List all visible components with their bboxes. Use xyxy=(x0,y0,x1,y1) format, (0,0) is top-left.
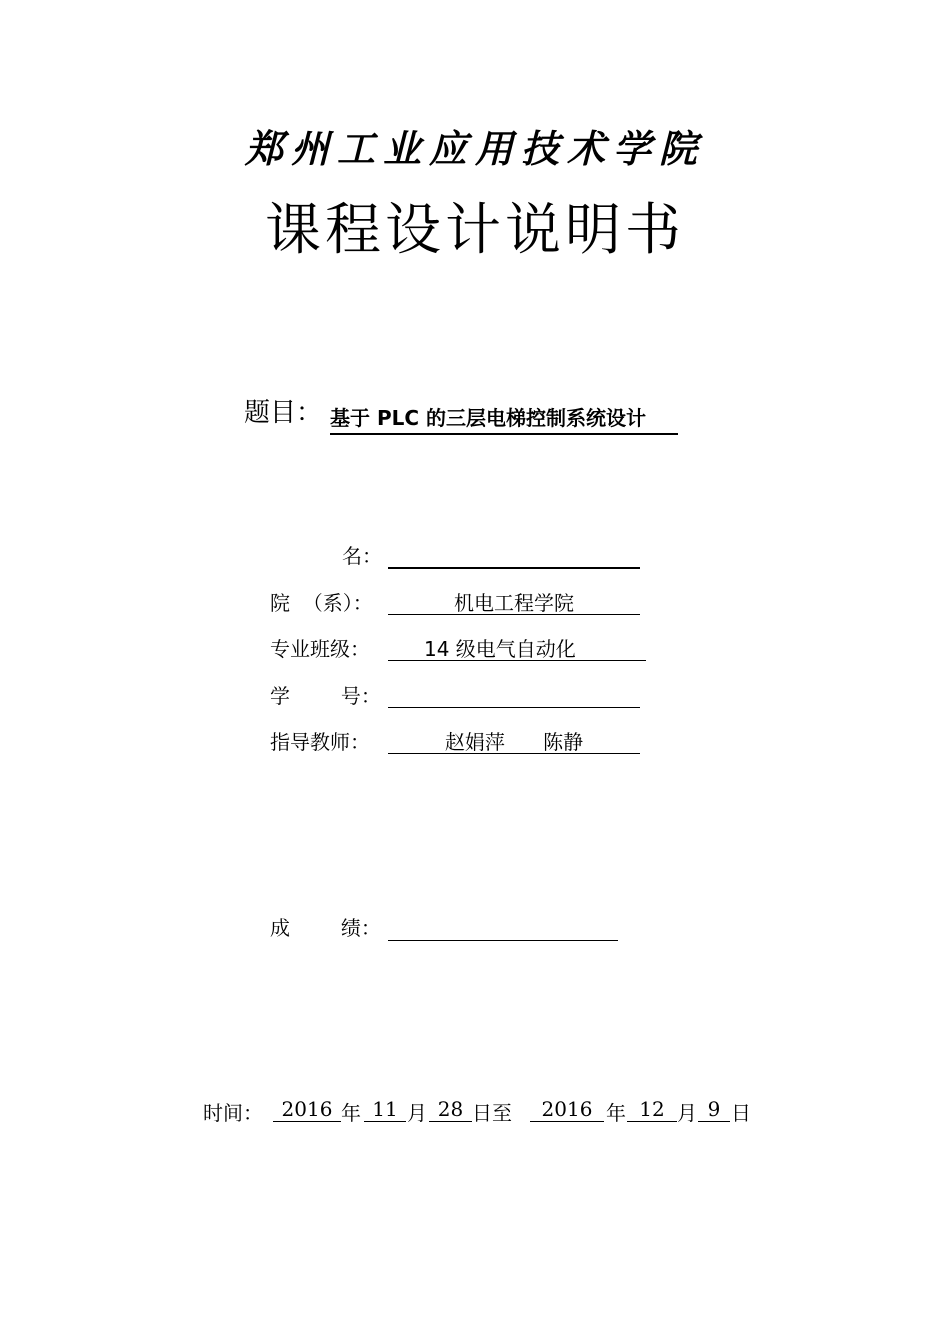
start-month-unit: 月 xyxy=(407,1101,427,1125)
name-underline xyxy=(388,567,640,569)
start-year-unit: 年 xyxy=(341,1101,361,1125)
topic-label: 题目： xyxy=(244,398,323,428)
end-month-unit: 月 xyxy=(677,1101,697,1125)
name-label: 名： xyxy=(342,544,382,568)
start-month: 11 xyxy=(364,1097,406,1122)
college-value: 机电工程学院 xyxy=(454,591,574,615)
class-underline xyxy=(388,660,646,661)
college-label: 院 （系）： xyxy=(270,591,373,615)
end-day-unit: 日 xyxy=(731,1101,751,1125)
time-label: 时间： xyxy=(203,1101,263,1125)
end-year: 2016 xyxy=(530,1097,604,1122)
grade-label: 成 绩： xyxy=(270,916,381,940)
end-day: 9 xyxy=(698,1097,730,1122)
class-label: 专业班级： xyxy=(270,637,370,661)
day-to: 日至 xyxy=(472,1101,512,1125)
student-id-underline xyxy=(388,707,640,708)
school-name: 郑州工业应用技术学院 xyxy=(244,126,705,171)
advisor-value: 赵娟萍 陈静 xyxy=(444,730,584,754)
end-year-unit: 年 xyxy=(606,1101,626,1125)
advisor-underline xyxy=(388,753,640,754)
advisor-label: 指导教师： xyxy=(270,730,370,754)
start-year: 2016 xyxy=(273,1097,341,1122)
class-value: 14 级电气自动化 xyxy=(424,637,576,661)
grade-underline xyxy=(388,940,618,941)
topic-value: 基于 PLC 的三层电梯控制系统设计 xyxy=(330,402,678,435)
student-id-label: 学 号： xyxy=(270,684,381,708)
document-title: 课程设计说明书 xyxy=(265,198,685,263)
college-underline xyxy=(388,614,640,615)
start-day: 28 xyxy=(429,1097,472,1122)
end-month: 12 xyxy=(627,1097,677,1122)
